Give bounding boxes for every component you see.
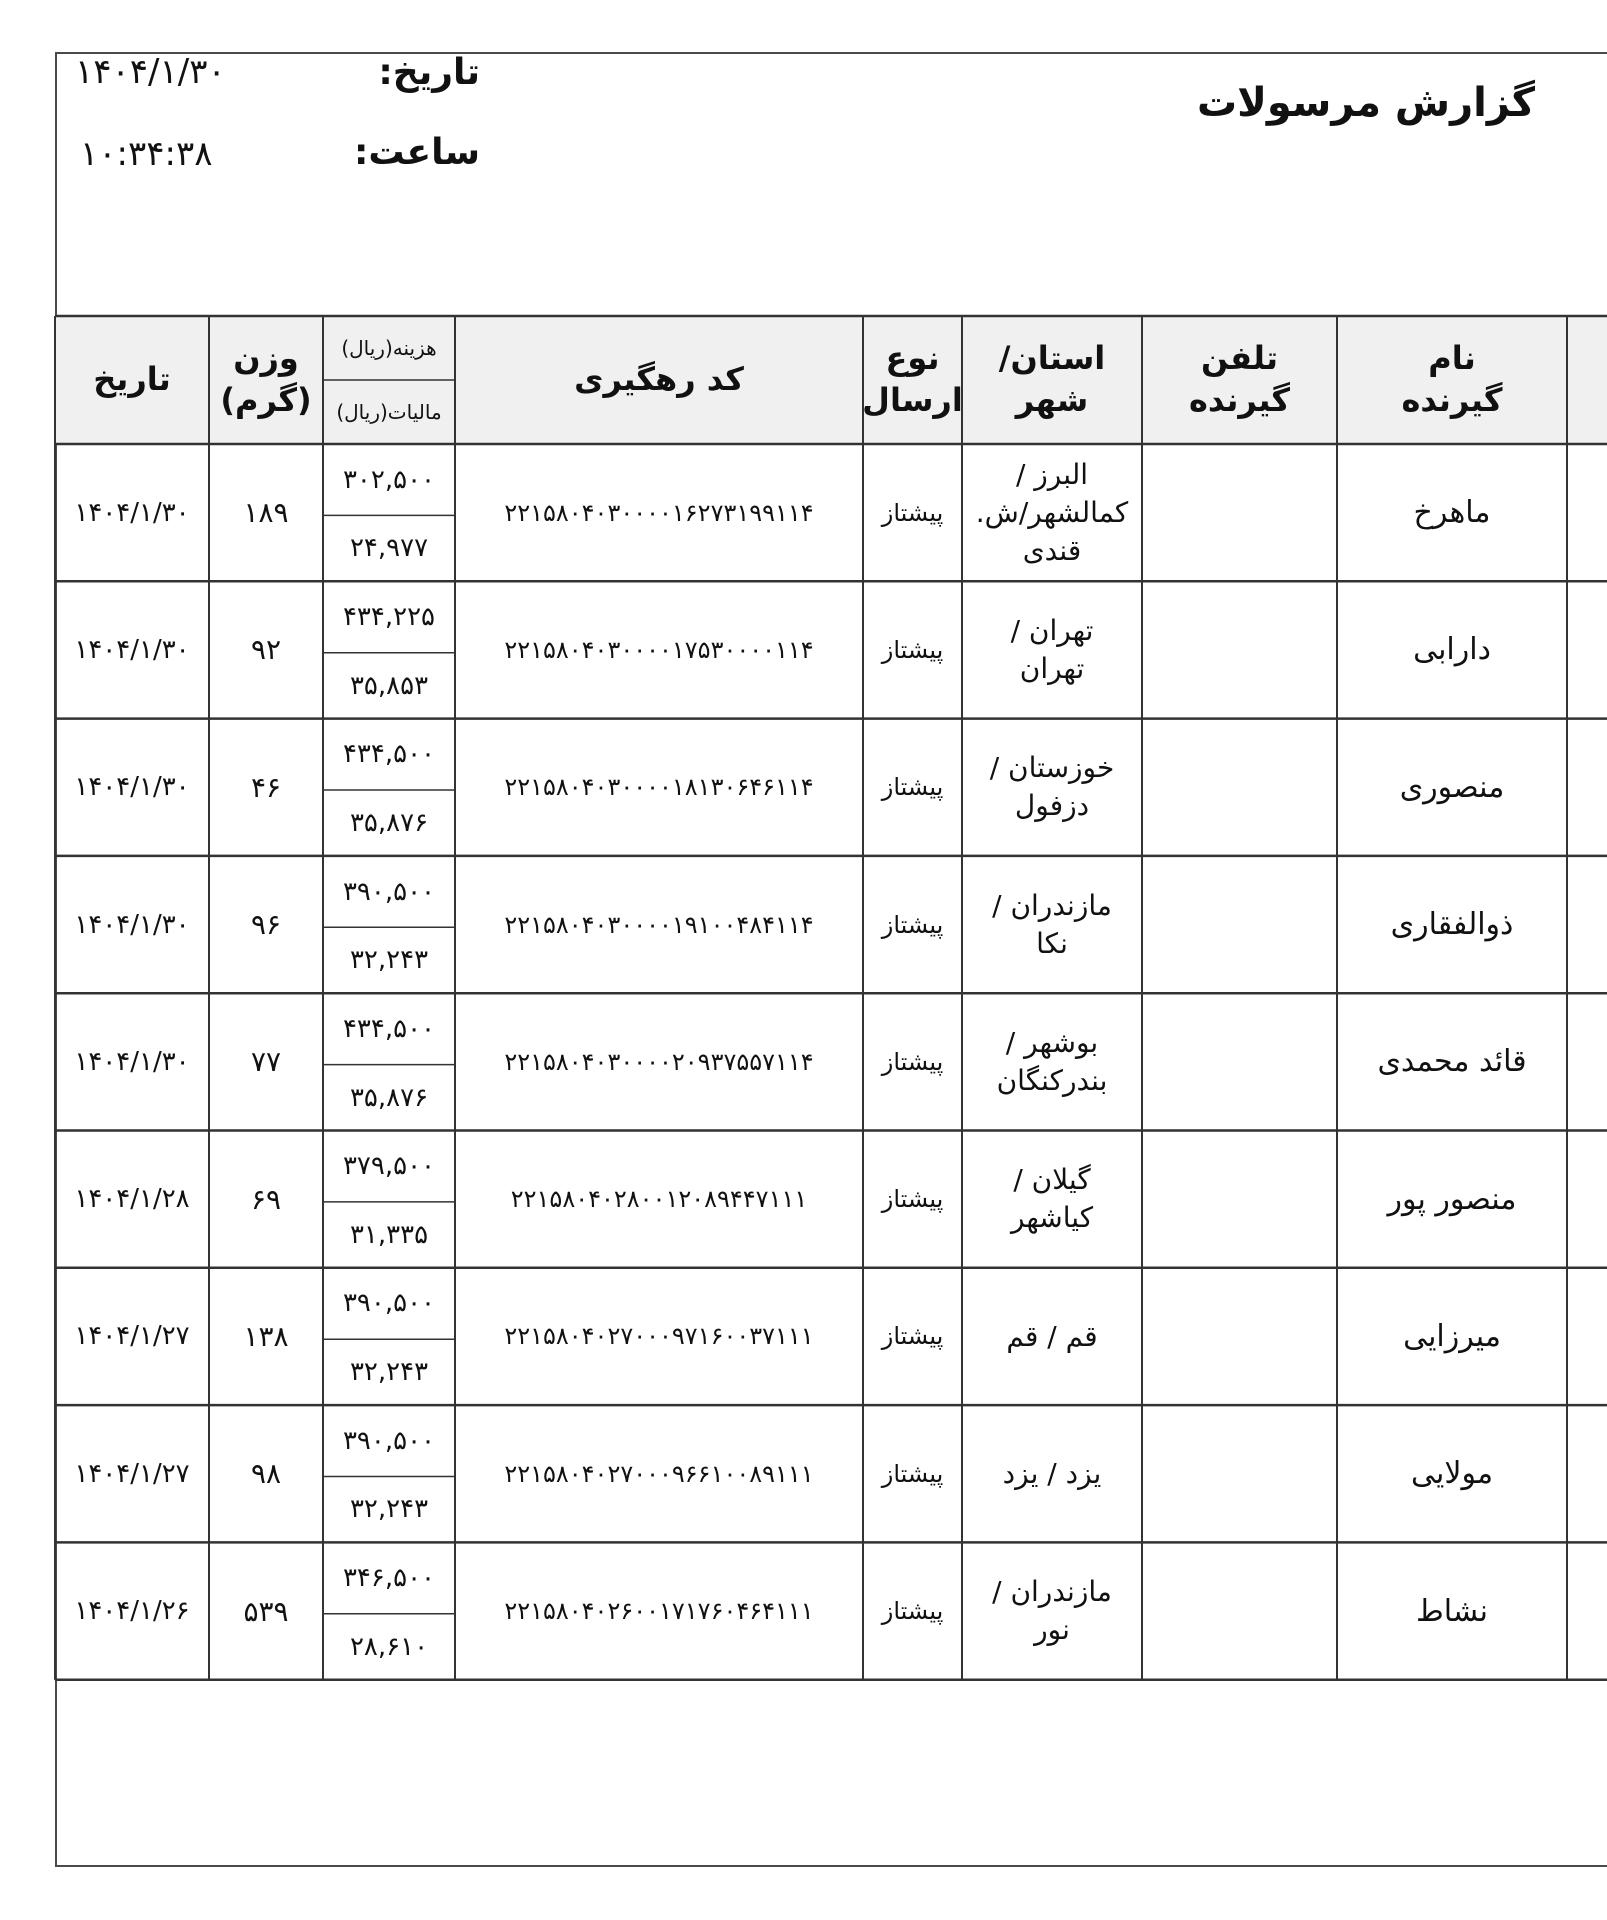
row-date: ۱۴۰۴/۱/۳۰ — [74, 634, 190, 665]
row-tax: ۳۵,۸۵۳ — [349, 670, 429, 701]
row-recipient-name: منصور پور — [1387, 1181, 1517, 1217]
row-cost: ۳۷۹,۵۰۰ — [342, 1151, 436, 1182]
row-weight: ۹۶ — [250, 908, 282, 942]
row-cost: ۴۳۴,۵۰۰ — [342, 739, 436, 770]
row-province-city: یزد / یزد — [1002, 1456, 1102, 1490]
row-send-type: پیشتاز — [881, 1459, 944, 1488]
row-weight: ۵۳۹ — [243, 1594, 289, 1628]
row-recipient-phone — [1142, 719, 1337, 856]
row-date: ۱۴۰۴/۱/۲۷ — [74, 1458, 190, 1489]
row-tax: ۳۵,۸۷۶ — [349, 1082, 429, 1113]
row-weight: ۴۶ — [250, 770, 282, 804]
header-date: تاریخ — [93, 360, 171, 399]
row-tracking-code: ۲۲۱۵۸۰۴۰۲۷۰۰۰۹۷۱۶۰۰۳۷۱۱۱ — [504, 1322, 814, 1351]
row-cost: ۳۴۶,۵۰۰ — [342, 1563, 436, 1594]
row-date: ۱۴۰۴/۱/۳۰ — [74, 772, 190, 803]
row-tracking-code: ۲۲۱۵۸۰۴۰۲۷۰۰۰۹۶۶۱۰۰۸۹۱۱۱ — [504, 1459, 814, 1488]
row-send-type: پیشتاز — [881, 773, 944, 802]
row-date: ۱۴۰۴/۱/۳۰ — [74, 1046, 190, 1077]
header-recipient-phone: تلفن گیرنده — [1189, 339, 1290, 419]
row-cost: ۴۳۴,۵۰۰ — [342, 1013, 436, 1044]
row-tax: ۳۵,۸۷۶ — [349, 807, 429, 838]
row-province-city: البرز / کمالشهر/ش. قندی — [975, 457, 1129, 567]
row-province-city: خوزستان / دزفول — [989, 751, 1115, 823]
row-recipient-name: نشاط — [1416, 1593, 1488, 1629]
row-cost: ۳۹۰,۵۰۰ — [342, 1288, 436, 1319]
header-recipient-name: نام گیرنده — [1401, 339, 1503, 419]
row-recipient-name: منصوری — [1399, 769, 1505, 805]
row-tracking-code: ۲۲۱۵۸۰۴۰۳۰۰۰۰۲۰۹۳۷۵۵۷۱۱۴ — [504, 1047, 814, 1076]
row-recipient-phone — [1142, 1405, 1337, 1542]
row-tax: ۳۲,۲۴۳ — [349, 1357, 429, 1388]
row-weight: ۹۸ — [250, 1457, 282, 1491]
row-date: ۱۴۰۴/۱/۲۸ — [74, 1184, 190, 1215]
report-date-label: تاریخ: — [378, 52, 480, 93]
row-recipient-phone — [1142, 444, 1337, 581]
row-date: ۱۴۰۴/۱/۳۰ — [74, 497, 190, 528]
header-cost: هزینه(ریال) — [341, 336, 437, 360]
row-tax: ۳۱,۳۳۵ — [349, 1219, 429, 1250]
row-recipient-name: ماهرخ — [1413, 495, 1491, 531]
row-province-city: گیلان / کیاشهر — [1010, 1163, 1094, 1235]
row-recipient-name: ذوالفقاری — [1390, 907, 1514, 943]
report-time-label: ساعت: — [353, 132, 480, 173]
row-province-city: مازندران / نکا — [992, 888, 1112, 960]
row-tracking-code: ۲۲۱۵۸۰۴۰۲۶۰۰۱۷۱۷۶۰۴۶۴۱۱۱ — [504, 1597, 814, 1626]
header-weight: وزن (گرم) — [220, 339, 312, 419]
row-recipient-phone — [1142, 581, 1337, 718]
row-tracking-code: ۲۲۱۵۸۰۴۰۳۰۰۰۰۱۶۲۷۳۱۹۹۱۱۴ — [504, 498, 814, 527]
row-weight: ۱۸۹ — [243, 496, 289, 530]
row-weight: ۶۹ — [250, 1182, 282, 1216]
header-tracking-code: کد رهگیری — [574, 360, 744, 399]
row-recipient-phone — [1142, 1542, 1337, 1679]
row-send-type: پیشتاز — [881, 1597, 944, 1626]
row-tracking-code: ۲۲۱۵۸۰۴۰۳۰۰۰۰۱۸۱۳۰۶۴۶۱۱۴ — [504, 773, 814, 802]
row-weight: ۷۷ — [250, 1045, 282, 1079]
row-tracking-code: ۲۲۱۵۸۰۴۰۲۸۰۰۱۲۰۸۹۴۴۷۱۱۱ — [510, 1185, 808, 1214]
row-tax: ۳۲,۲۴۳ — [349, 1494, 429, 1525]
report-time-value: ۱۰:۳۴:۳۸ — [80, 134, 213, 174]
row-date: ۱۴۰۴/۱/۲۷ — [74, 1321, 190, 1352]
row-date: ۱۴۰۴/۱/۲۶ — [74, 1596, 190, 1627]
row-recipient-name: دارابی — [1413, 632, 1491, 668]
row-province-city: مازندران / نور — [992, 1575, 1112, 1647]
row-cost: ۳۹۰,۵۰۰ — [342, 876, 436, 907]
row-weight: ۹۲ — [250, 633, 282, 667]
header-tax: مالیات(ریال) — [336, 400, 442, 424]
row-cost: ۴۳۴,۲۲۵ — [342, 601, 436, 632]
header-send-type: نوع ارسال — [862, 339, 963, 419]
row-cost: ۳۹۰,۵۰۰ — [342, 1425, 436, 1456]
row-send-type: پیشتاز — [881, 1322, 944, 1351]
row-send-type: پیشتاز — [881, 635, 944, 664]
row-send-type: پیشتاز — [881, 498, 944, 527]
row-tracking-code: ۲۲۱۵۸۰۴۰۳۰۰۰۰۱۷۵۳۰۰۰۰۱۱۴ — [504, 635, 814, 664]
row-weight: ۱۳۸ — [243, 1319, 289, 1353]
row-tax: ۲۸,۶۱۰ — [349, 1631, 429, 1662]
row-send-type: پیشتاز — [881, 1185, 944, 1214]
row-cost: ۳۰۲,۵۰۰ — [342, 464, 436, 495]
report-title: گزارش مرسولات — [1196, 80, 1535, 126]
row-province-city: قم / قم — [1006, 1319, 1098, 1353]
row-tax: ۲۴,۹۷۷ — [349, 533, 429, 564]
row-recipient-phone — [1142, 1268, 1337, 1405]
row-recipient-name: مولایی — [1410, 1456, 1494, 1492]
report-date-value: ۱۴۰۴/۱/۳۰ — [75, 52, 226, 92]
row-recipient-name: قائد محمدی — [1377, 1044, 1527, 1080]
row-recipient-phone — [1142, 993, 1337, 1130]
row-recipient-phone — [1142, 856, 1337, 993]
row-tracking-code: ۲۲۱۵۸۰۴۰۳۰۰۰۰۱۹۱۰۰۴۸۴۱۱۴ — [504, 910, 814, 939]
row-date: ۱۴۰۴/۱/۳۰ — [74, 909, 190, 940]
row-tax: ۳۲,۲۴۳ — [349, 945, 429, 976]
row-province-city: تهران / تهران — [1010, 614, 1094, 685]
header-province-city: استان/ شهر — [998, 339, 1106, 419]
row-recipient-name: میرزایی — [1403, 1318, 1501, 1354]
row-send-type: پیشتاز — [881, 910, 944, 939]
row-province-city: بوشهر / بندرکنگان — [996, 1026, 1108, 1097]
row-recipient-phone — [1142, 1131, 1337, 1268]
row-send-type: پیشتاز — [881, 1047, 944, 1076]
